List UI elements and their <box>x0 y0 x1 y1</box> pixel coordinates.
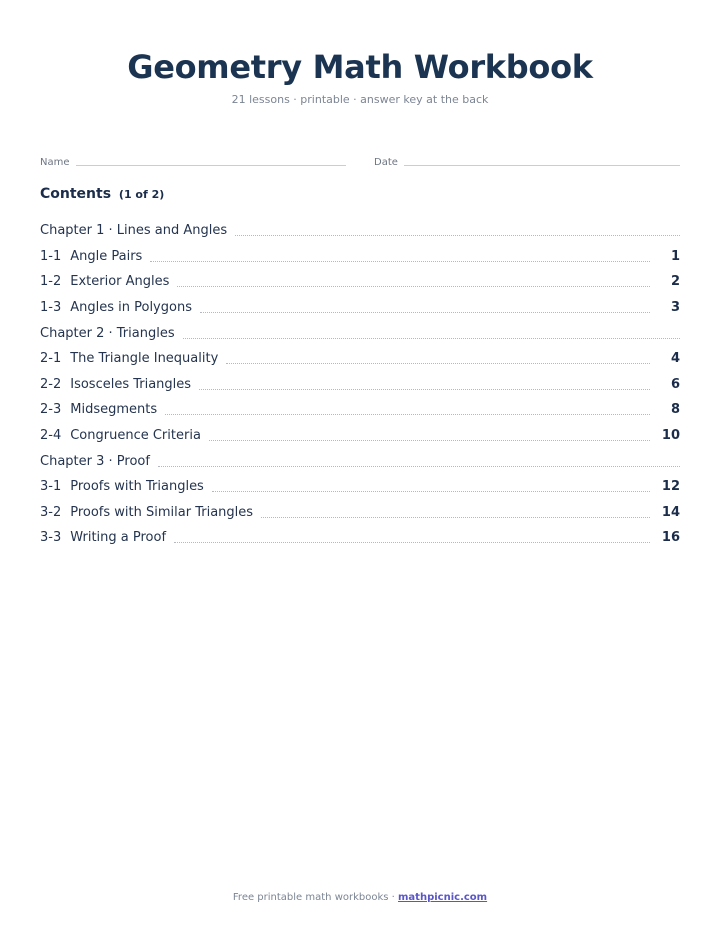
contents-part: (1 of 2) <box>118 188 165 201</box>
page-number: 2 <box>670 274 680 290</box>
toc-chapter-row <box>40 320 680 346</box>
toc-lesson-row[interactable] <box>40 500 680 526</box>
table-of-contents <box>40 218 680 551</box>
chapter-title: Chapter 1 · Lines and Angles <box>40 223 228 239</box>
page-number: 8 <box>670 402 680 418</box>
dot-leader <box>150 261 650 262</box>
page-number: 14 <box>661 504 680 520</box>
toc-chapter-row <box>40 448 680 474</box>
page-number: 12 <box>661 479 680 495</box>
lesson-title: Exterior Angles <box>70 274 170 290</box>
toc-lesson-row[interactable] <box>40 269 680 295</box>
lesson-number: 3-3 <box>40 530 62 546</box>
lesson-title: Congruence Criteria <box>70 428 201 444</box>
name-field[interactable] <box>40 157 346 168</box>
contents-title: Contents <box>40 186 112 202</box>
dot-leader <box>200 312 650 313</box>
lesson-number: 2-3 <box>40 402 62 418</box>
page-number: 16 <box>661 530 680 546</box>
toc-chapter-row <box>40 218 680 244</box>
lesson-title: Isosceles Triangles <box>70 376 192 392</box>
lesson-number: 2-1 <box>40 351 62 367</box>
lesson-number: 2-4 <box>40 428 62 444</box>
page-number: 6 <box>670 376 680 392</box>
lesson-number: 1-2 <box>40 274 62 290</box>
name-label: Name <box>40 157 70 168</box>
footer-link[interactable]: mathpicnic.com <box>398 892 488 903</box>
dot-leader <box>209 440 650 441</box>
dot-leader <box>165 414 650 415</box>
toc-lesson-row[interactable] <box>40 372 680 398</box>
chapter-title: Chapter 3 · Proof <box>40 453 150 469</box>
footer <box>0 892 720 903</box>
toc-lesson-row[interactable] <box>40 346 680 372</box>
lesson-number: 2-2 <box>40 376 62 392</box>
toc-lesson-row[interactable] <box>40 423 680 449</box>
toc-lesson-row[interactable] <box>40 474 680 500</box>
toc-lesson-row[interactable] <box>40 244 680 270</box>
lesson-number: 1-3 <box>40 300 62 316</box>
chapter-title: Chapter 2 · Triangles <box>40 325 175 341</box>
lesson-number: 1-1 <box>40 248 62 264</box>
lesson-title: Midsegments <box>70 402 158 418</box>
dot-leader <box>183 338 680 339</box>
page-number: 3 <box>670 300 680 316</box>
dot-leader <box>235 235 680 236</box>
dot-leader <box>226 363 650 364</box>
lesson-title: Angles in Polygons <box>70 300 192 316</box>
footer-text: Free printable math workbooks · <box>232 892 399 903</box>
dot-leader <box>158 466 680 467</box>
date-label: Date <box>374 157 398 168</box>
dot-leader <box>261 517 650 518</box>
lesson-title: Angle Pairs <box>70 248 143 264</box>
toc-lesson-row[interactable] <box>40 525 680 551</box>
page-subtitle: 21 lessons · printable · answer key at the back <box>231 93 489 106</box>
lesson-title: The Triangle Inequality <box>70 351 219 367</box>
lesson-title: Proofs with Triangles <box>70 479 204 495</box>
dot-leader <box>174 542 650 543</box>
date-field[interactable] <box>374 157 680 168</box>
dot-leader <box>199 389 650 390</box>
lesson-title: Proofs with Similar Triangles <box>70 504 254 520</box>
toc-lesson-row[interactable] <box>40 397 680 423</box>
page-number: 10 <box>661 428 680 444</box>
lesson-number: 3-1 <box>40 479 62 495</box>
toc-lesson-row[interactable] <box>40 295 680 321</box>
lesson-title: Writing a Proof <box>70 530 167 546</box>
date-line[interactable] <box>404 165 680 166</box>
page-title: Geometry Math Workbook <box>127 48 593 86</box>
dot-leader <box>212 491 650 492</box>
name-line[interactable] <box>76 165 346 166</box>
dot-leader <box>177 286 650 287</box>
lesson-number: 3-2 <box>40 504 62 520</box>
page-number: 4 <box>670 351 680 367</box>
page-number: 1 <box>670 248 680 264</box>
contents-heading <box>40 186 164 202</box>
